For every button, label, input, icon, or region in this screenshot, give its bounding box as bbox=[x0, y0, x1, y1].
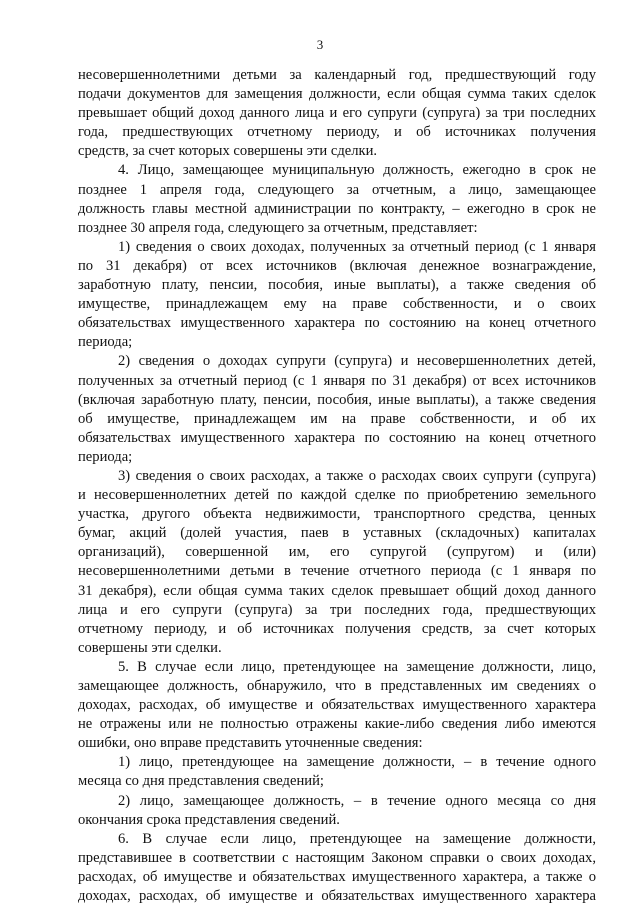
text-line: по 31 декабря) от всех источников (включая денежное вознаграждение, bbox=[78, 257, 596, 274]
text-line: позднее 1 апреля года, следующего за отчетным, а лицо, замещающее bbox=[78, 181, 596, 198]
text-line: совершены эти сделки. bbox=[78, 639, 222, 656]
text-line: не отражены или не полностью отражены какие-либо сведения либо имеются bbox=[78, 716, 596, 733]
paragraph-start-line: 1) лицо, претендующее на замещение должности, – в течение одного bbox=[118, 754, 596, 771]
text-line: представившее в соответствии с настоящим Законом справки о своих доходах, bbox=[78, 849, 596, 866]
text-line: расходах, об имуществе и обязательствах имущественного характера, а также о bbox=[78, 868, 596, 885]
text-line: доходах, расходах, об имуществе и обязательствах имущественного характера bbox=[78, 697, 596, 714]
text-line: обязательствах имущественного характера по состоянию на конец отчетного bbox=[78, 315, 596, 332]
paragraph-start-line: 3) сведения о своих расходах, а также о расходах своих супруги (супруга) bbox=[118, 467, 596, 484]
text-line: подачи документов для замещения должности, если общая сумма таких сделок bbox=[78, 86, 596, 103]
text-line: месяца со дня представления сведений; bbox=[78, 773, 324, 790]
paragraph-start-line: 2) сведения о доходах супруги (супруга) и несовершеннолетних детей, bbox=[118, 353, 596, 370]
text-line: (включая заработную плату, пенсии, пособия, иные выплаты), а также сведения bbox=[78, 391, 596, 408]
text-line: лица и его супруги (супруга) за три последних года, предшествующих bbox=[78, 601, 596, 618]
text-line: полученных за отчетный период (с 1 января по 31 декабря) от всех источников bbox=[78, 372, 596, 389]
text-line: участка, другого объекта недвижимости, транспортного средства, ценных bbox=[78, 506, 596, 523]
text-line: года, предшествующих отчетному периоду, и об источниках получения bbox=[78, 124, 596, 141]
text-line: средств, за счет которых совершены эти сделки. bbox=[78, 143, 378, 160]
text-line: периода; bbox=[78, 448, 133, 465]
paragraph-start-line: 5. В случае если лицо, претендующее на замещение должности, лицо, bbox=[118, 658, 596, 675]
text-line: 31 декабря), если общая сумма таких сделок превышает общий доход данного bbox=[78, 582, 596, 599]
paragraph-start-line: 6. В случае если лицо, претендующее на замещение должности, bbox=[118, 830, 596, 847]
text-line: должность главы местной администрации по контракту, – ежегодно в срок не bbox=[78, 200, 596, 217]
text-line: отчетному периоду, и об источниках получения средств, за счет которых bbox=[78, 620, 596, 637]
text-line: об имуществе, принадлежащем им на праве собственности, и об их bbox=[78, 410, 596, 427]
text-line: окончания срока представления сведений. bbox=[78, 811, 340, 828]
text-line: несовершеннолетними детьми за календарный год, предшествующий году bbox=[78, 67, 596, 83]
document-body bbox=[78, 66, 596, 906]
text-line: бумаг, акций (долей участия, паев в уставных (складочных) капиталах bbox=[78, 525, 596, 542]
paragraph-start-line: 1) сведения о своих доходах, полученных за отчетный период (с 1 января bbox=[118, 238, 596, 255]
page-number: 3 bbox=[316, 37, 324, 52]
text-line: ошибки, оно вправе представить уточненные сведения: bbox=[78, 735, 423, 752]
text-line: обязательствах имущественного характера по состоянию на конец отчетного bbox=[78, 429, 596, 446]
text-line: несовершеннолетними детьми в течение отчетного периода (с 1 января по bbox=[78, 563, 596, 580]
text-line: заработную плату, пенсии, пособия, иные выплаты), а также сведения об bbox=[78, 277, 596, 294]
paragraph-start-line: 4. Лицо, замещающее муниципальную должность, ежегодно в срок не bbox=[118, 162, 596, 179]
text-line: периода; bbox=[78, 334, 133, 351]
text-line: и несовершеннолетних детей по каждой сделке по приобретению земельного bbox=[78, 487, 596, 504]
text-line: замещающее должность, обнаружило, что в представленных им сведениях о bbox=[78, 678, 596, 694]
text-line: организаций), совершенной им, его супругой (супругом) и (или) bbox=[78, 544, 596, 561]
text-line: имуществе, принадлежащем ему на праве собственности, и о своих bbox=[78, 296, 596, 313]
text-line: доходах, расходах, об имуществе и обязательствах имущественного характера bbox=[78, 888, 596, 905]
text-line: превышает общий доход данного лица и его супруги (супруга) за три последних bbox=[78, 105, 596, 122]
text-line: позднее 30 апреля года, следующего за отчетным, представляет: bbox=[78, 219, 478, 236]
paragraph-start-line: 2) лицо, замещающее должность, – в течение одного месяца со дня bbox=[118, 792, 596, 809]
